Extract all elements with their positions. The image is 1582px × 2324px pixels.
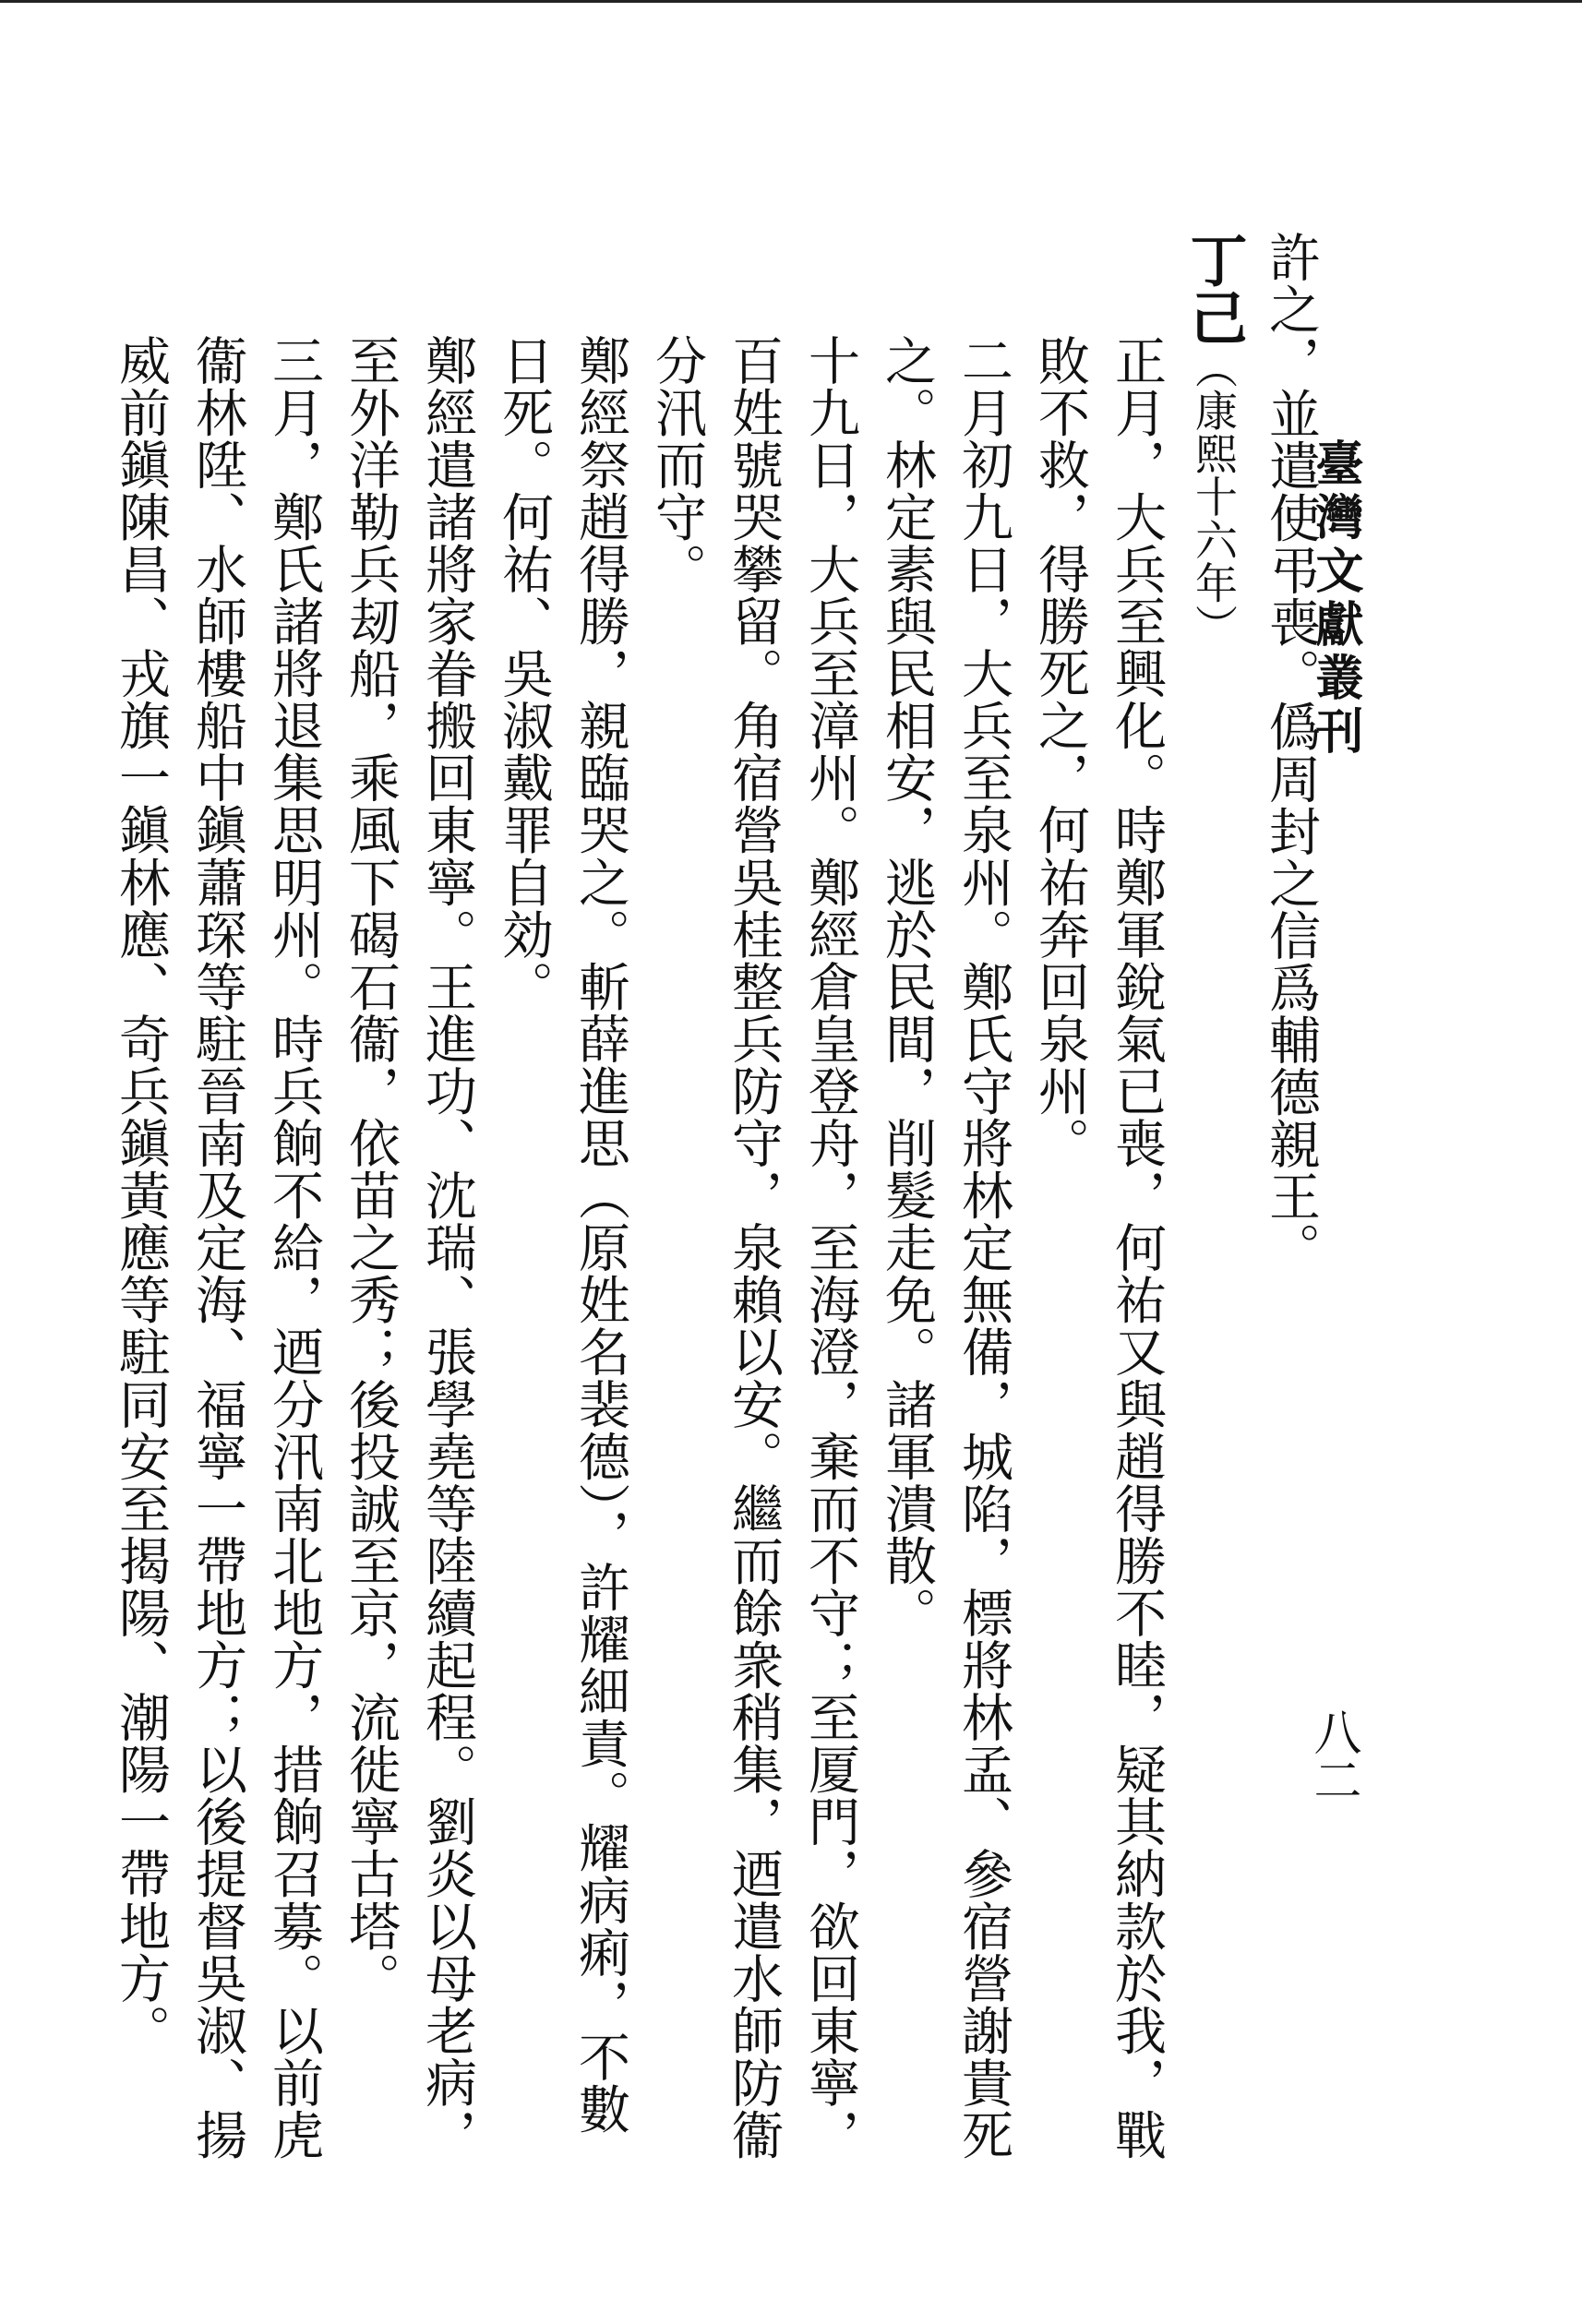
paragraph: 鄭經遣諸將家眷搬回東寧。王進功、沈瑞、張學堯等陸續起程。劉炎以母老病，至外洋勒兵刼船，乘風下碣石衞，依苗之秀；後投誠至京，流徙寧古塔。 [341, 334, 477, 2162]
paragraph: 許之，並遣使弔喪。僞周封之信爲輔德親王。 [1261, 231, 1321, 1275]
paragraph: 正月，大兵至興化。時鄭軍銳氣已喪，何祐又與趙得勝不睦，疑其納款於我，戰敗不救，得勝死之，何祐奔回泉州。 [1030, 334, 1167, 2162]
year-heading: 丁己 [1181, 231, 1248, 347]
running-header-title: 臺灣文獻叢刊 [1307, 438, 1363, 760]
page-number: 八二 [1305, 1707, 1360, 1803]
paragraph: 三月，鄭氏諸將退集思明州。時兵餉不給，迺分汛南北地方，措餉召募。以前虎衞林陞、水師樓船中鎭蕭琛等駐晉南及定海、福寧一帶地方；以後提督吳淑、揚威前鎭陳昌、戎旗一鎭林應、奇兵鎭黃應等駐同安至揭陽、潮陽一帶地方。 [111, 334, 324, 2162]
section-heading-line [1175, 231, 1252, 2178]
top-border-rule [0, 0, 1582, 3]
year-note: （康熙十六年） [1189, 346, 1239, 647]
paragraph: 二月初九日，大兵至泉州。鄭氏守將林定無備，城陷，標將林孟、參宿營謝貴死之。林定素與民相安，逃於民間，削髮走免。諸軍潰散。 [877, 334, 1013, 2162]
paragraph: 鄭經祭趙得勝，親臨哭之。斬薛進思（原姓名裴德），許耀細責。耀病痢，不數日死。何祐、吳淑戴罪自効。 [494, 334, 630, 2136]
body-text-columns [111, 231, 1329, 2178]
paragraph: 十九日，大兵至漳州。鄭經倉皇登舟，至海澄，棄而不守；至厦門，欲回東寧，百姓號哭攀留。角宿營吳桂整兵防守，泉賴以安。繼而餘衆稍集，迺遣水師防衞分汛而守。 [647, 334, 860, 2162]
